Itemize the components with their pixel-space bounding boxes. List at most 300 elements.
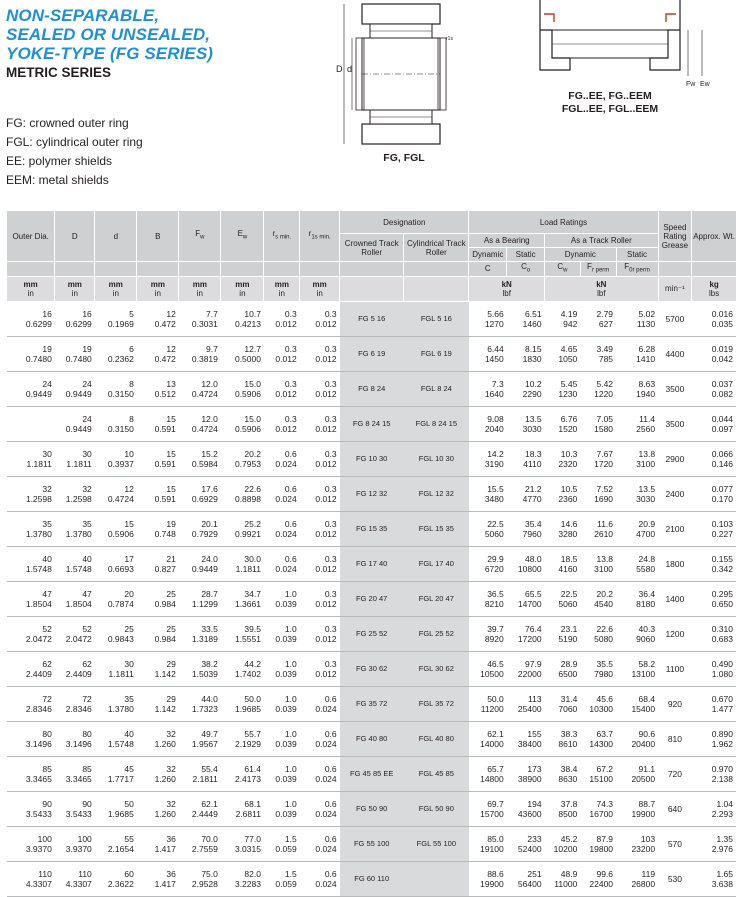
cell-weight (692, 511, 736, 546)
cell-For (616, 406, 658, 441)
cell-D-primary: 85 (82, 763, 92, 774)
cell-r1s (300, 336, 340, 371)
cell-designation-cyl: FGL 12 32 (404, 476, 469, 511)
cell-r1s (300, 546, 340, 581)
cell-Fr (580, 336, 616, 371)
cell-B-secondary: 0.591 (154, 423, 176, 434)
cell-For-secondary: 23200 (631, 843, 656, 854)
cell-weight-secondary: 0.227 (711, 528, 733, 539)
cell-Fw-secondary: 0.6929 (191, 493, 218, 504)
cell-od-primary: 35 (42, 518, 52, 529)
cell-designation-cyl: FGL 45 85 (404, 756, 469, 791)
col-blank-10 (404, 262, 469, 277)
cell-r1s (300, 511, 340, 546)
cell-B-secondary: 0.591 (154, 493, 176, 504)
cell-Fr (580, 756, 616, 791)
cell-speed: 570 (658, 826, 692, 861)
cell-weight-primary: 0.037 (711, 378, 733, 389)
cell-rs (264, 826, 300, 861)
cell-D-secondary: 1.5748 (65, 563, 92, 574)
col-Fw-sub: w (200, 234, 205, 241)
cell-r1s-secondary: 0.012 (315, 528, 337, 539)
unit-lbs: lbs (708, 288, 720, 298)
cell-weight (692, 721, 736, 756)
cell-designation-cyl: FGL 10 30 (404, 441, 469, 476)
table-body (7, 301, 737, 896)
col-For-perm (616, 262, 658, 277)
cell-d (95, 616, 137, 651)
cell-weight-primary: 0.970 (711, 763, 733, 774)
cell-Fr-secondary: 1580 (594, 423, 614, 434)
cell-B (137, 756, 179, 791)
cell-Cw-primary: 10.5 (560, 483, 578, 494)
cell-Co (507, 651, 545, 686)
cell-For (616, 336, 658, 371)
cell-rs-secondary: 0.024 (275, 458, 297, 469)
cell-D-secondary: 0.7480 (65, 353, 92, 364)
cell-D (55, 301, 95, 336)
unit-kg: kg (709, 279, 719, 289)
cell-Cw-primary: 48.9 (560, 868, 578, 879)
cell-d-primary: 5 (129, 308, 134, 319)
cell-D-secondary: 0.9449 (65, 423, 92, 434)
cell-Ew (221, 301, 264, 336)
cell-d-secondary: 1.1811 (108, 668, 134, 679)
cell-weight (692, 371, 736, 406)
cell-C (469, 476, 507, 511)
cell-B-primary: 21 (166, 553, 176, 564)
cell-rs-primary: 1.0 (284, 798, 297, 809)
col-C: C (469, 262, 507, 277)
cell-Fr (580, 511, 616, 546)
cell-weight-primary: 0.490 (711, 658, 733, 669)
unit-Fw (179, 276, 221, 301)
cell-D-primary: 19 (82, 343, 92, 354)
cell-For-secondary: 1940 (636, 388, 656, 399)
cell-C (469, 826, 507, 861)
cell-B-secondary: 0.472 (154, 318, 176, 329)
cell-r1s (300, 756, 340, 791)
cell-D (55, 616, 95, 651)
cell-Cw-secondary: 8500 (558, 808, 578, 819)
cell-Fr (580, 441, 616, 476)
cell-For-primary: 103 (640, 833, 656, 844)
cell-B-primary: 36 (166, 833, 176, 844)
cell-speed: 2100 (658, 511, 692, 546)
cell-B-primary: 13 (166, 378, 176, 389)
col-Co (507, 262, 545, 277)
cell-D-primary: 80 (82, 728, 92, 739)
cell-Fr-secondary: 16700 (589, 808, 614, 819)
cell-Fr-secondary: 14300 (589, 738, 614, 749)
cell-d-secondary: 2.1654 (107, 843, 134, 854)
cell-Cw (545, 756, 581, 791)
cell-Fw-secondary: 0.4724 (191, 423, 218, 434)
cell-C-primary: 85.0 (487, 833, 504, 844)
cell-designation-crowned: FG 15 35 (340, 511, 404, 546)
table-row (7, 791, 737, 826)
cell-B (137, 371, 179, 406)
unit-d (95, 276, 137, 301)
cell-B-secondary: 0.512 (154, 388, 176, 399)
cell-C-primary: 5.66 (487, 308, 504, 319)
cell-C-primary: 9.08 (487, 413, 504, 424)
cell-Cw-secondary: 1520 (558, 423, 578, 434)
cell-od-secondary: 1.5748 (25, 563, 52, 574)
cell-r1s (300, 861, 340, 896)
cell-weight (692, 581, 736, 616)
cell-Fr-primary: 7.52 (596, 483, 614, 494)
unit-rs (264, 276, 300, 301)
cell-Co-primary: 97.9 (525, 658, 542, 669)
cell-Ew-secondary: 0.5906 (234, 423, 261, 434)
col-d: d (95, 211, 137, 262)
cell-od-secondary: 0.9449 (25, 388, 52, 399)
cell-Co (507, 441, 545, 476)
cell-rs-secondary: 0.039 (275, 808, 297, 819)
cell-d-primary: 8 (129, 413, 134, 424)
cell-Fw (179, 336, 221, 371)
cell-Co (507, 826, 545, 861)
cell-Co (507, 371, 545, 406)
cell-d-secondary: 0.3150 (107, 423, 134, 434)
cell-od (7, 336, 55, 371)
cell-Fr (580, 301, 616, 336)
cell-od-primary: 47 (42, 588, 52, 599)
cell-C-secondary: 14800 (480, 773, 504, 784)
cell-Fr (580, 406, 616, 441)
cell-Fr-secondary: 19800 (589, 843, 614, 854)
cell-d (95, 756, 137, 791)
cell-Co (507, 756, 545, 791)
cell-designation-crowned: FG 10 30 (340, 441, 404, 476)
unit-mm: mm (274, 279, 289, 289)
col-Cw (545, 262, 581, 277)
cell-D (55, 406, 95, 441)
cell-For-primary: 13.5 (638, 483, 656, 494)
cell-r1s-primary: 0.6 (324, 868, 337, 879)
cell-designation-cyl: FGL 40 80 (404, 721, 469, 756)
cell-B-secondary: 0.827 (154, 563, 176, 574)
title-line-2: SEALED OR UNSEALED, (6, 25, 211, 44)
col-static-bearing: Static (507, 248, 545, 262)
cell-D-secondary: 3.3465 (65, 773, 92, 784)
table-row (7, 651, 737, 686)
cell-r1s-primary: 0.6 (324, 763, 337, 774)
cell-Ew-secondary: 0.8898 (234, 493, 261, 504)
cell-d-primary: 60 (124, 868, 134, 879)
unit-blank-1 (340, 276, 404, 301)
cell-Fr-primary: 20.2 (596, 588, 614, 599)
cell-Fw (179, 511, 221, 546)
cell-r1s (300, 371, 340, 406)
cell-Co (507, 301, 545, 336)
cell-For-secondary: 4700 (636, 528, 656, 539)
cell-Cw-primary: 28.9 (560, 658, 578, 669)
cell-Co-secondary: 56400 (517, 878, 542, 889)
cell-Ew-secondary: 1.5551 (234, 633, 261, 644)
cell-For-primary: 58.2 (638, 658, 656, 669)
unit-Ew (221, 276, 264, 301)
cell-B (137, 686, 179, 721)
cell-Ew (221, 756, 264, 791)
cell-Ew-primary: 82.0 (244, 868, 261, 879)
cell-C-primary: 36.5 (487, 588, 504, 599)
cell-rs-primary: 1.0 (284, 763, 297, 774)
cell-od-secondary: 2.4409 (25, 668, 52, 679)
cell-d (95, 721, 137, 756)
cell-B-secondary: 0.984 (154, 598, 176, 609)
cell-speed: 3500 (658, 371, 692, 406)
col-crowned: Crowned Track Roller (340, 234, 404, 262)
cell-r1s (300, 476, 340, 511)
cell-Co-primary: 194 (527, 798, 542, 809)
cell-od (7, 826, 55, 861)
col-dynamic-track: Dynamic (545, 248, 616, 262)
cell-designation-cyl: FGL 6 19 (404, 336, 469, 371)
table-row (7, 861, 737, 896)
cell-C (469, 511, 507, 546)
cell-D (55, 686, 95, 721)
cell-d-primary: 12 (124, 483, 134, 494)
cell-Fr (580, 476, 616, 511)
cell-rs-primary: 0.3 (284, 378, 297, 389)
cell-rs-primary: 0.3 (284, 343, 297, 354)
cell-For (616, 826, 658, 861)
cell-Cw-secondary: 1230 (558, 388, 578, 399)
cell-speed: 5700 (658, 301, 692, 336)
cell-B-secondary: 0.472 (154, 353, 176, 364)
cell-rs-secondary: 0.059 (275, 878, 297, 889)
unit-in: in (278, 288, 285, 298)
cell-rs (264, 756, 300, 791)
cell-speed: 4400 (658, 336, 692, 371)
cell-od-primary: 30 (42, 448, 52, 459)
cell-Ew (221, 406, 264, 441)
cell-Fr-secondary: 1720 (594, 458, 614, 469)
cell-Fw (179, 406, 221, 441)
cell-d (95, 651, 137, 686)
cell-speed: 810 (658, 721, 692, 756)
cell-d-secondary: 0.5906 (107, 528, 134, 539)
cell-d-secondary: 0.9843 (107, 633, 134, 644)
table-row (7, 301, 737, 336)
cell-Cw (545, 686, 581, 721)
cell-Fr-secondary: 10300 (589, 703, 614, 714)
cell-Co-secondary: 22000 (517, 668, 542, 679)
cell-rs-secondary: 0.012 (275, 318, 297, 329)
cell-Cw (545, 511, 581, 546)
cell-Fr-primary: 35.5 (596, 658, 614, 669)
cell-d-primary: 6 (129, 343, 134, 354)
cell-rs-primary: 1.0 (284, 658, 297, 669)
unit-od (7, 276, 55, 301)
cell-Fw-primary: 12.0 (201, 378, 218, 389)
cell-Cw (545, 721, 581, 756)
cell-Ew-primary: 25.2 (244, 518, 261, 529)
cell-Ew (221, 826, 264, 861)
cell-Cw-primary: 4.65 (560, 343, 578, 354)
cell-Fr-primary: 99.6 (596, 868, 614, 879)
cell-D-primary: 90 (82, 798, 92, 809)
cell-D-secondary: 2.8346 (65, 703, 92, 714)
cell-d (95, 861, 137, 896)
cell-Cw (545, 546, 581, 581)
cell-Fr-secondary: 2610 (594, 528, 614, 539)
col-blank-4 (137, 262, 179, 277)
cell-Co-primary: 21.2 (525, 483, 542, 494)
cell-designation-cyl (404, 861, 469, 896)
cell-rs-primary: 0.6 (284, 483, 297, 494)
unit-weight (692, 276, 736, 301)
cell-weight-primary: 0.155 (711, 553, 733, 564)
cell-rs-secondary: 0.024 (275, 493, 297, 504)
cell-Fw-secondary: 1.5039 (191, 668, 218, 679)
cell-Ew (221, 686, 264, 721)
col-Fw (179, 211, 221, 262)
cell-r1s-primary: 0.3 (324, 518, 337, 529)
cell-designation-crowned: FG 45 85 EE (340, 756, 404, 791)
cell-For-secondary: 1130 (636, 318, 656, 329)
cell-od-primary: 85 (42, 763, 52, 774)
cell-r1s (300, 651, 340, 686)
cell-Cw (545, 476, 581, 511)
cell-designation-crowned: FG 20 47 (340, 581, 404, 616)
col-Co-sub: o (526, 267, 531, 274)
cell-Ew-primary: 39.5 (244, 623, 261, 634)
cell-C (469, 861, 507, 896)
cell-Fw-secondary: 2.4449 (191, 808, 218, 819)
cell-For-secondary: 13100 (631, 668, 656, 679)
cell-od-secondary: 1.2598 (25, 493, 52, 504)
cell-weight-secondary: 1.477 (711, 703, 733, 714)
cell-od-primary: 90 (42, 798, 52, 809)
cell-Ew-secondary: 1.1811 (235, 563, 261, 574)
cell-Fw-primary: 75.0 (201, 868, 218, 879)
unit-kN: kN (501, 279, 512, 289)
cell-d (95, 826, 137, 861)
cell-Ew-primary: 15.0 (244, 378, 261, 389)
cell-rs-primary: 1.0 (284, 623, 297, 634)
cell-designation-cyl: FGL 50 90 (404, 791, 469, 826)
cell-Fr-primary: 3.49 (596, 343, 614, 354)
unit-in: in (239, 288, 246, 298)
cell-For-secondary: 5580 (636, 563, 656, 574)
cell-For-secondary: 1410 (636, 353, 656, 364)
col-r1s-sub: 1s min. (311, 234, 331, 241)
cell-designation-crowned: FG 40 80 (340, 721, 404, 756)
cell-D-primary: 35 (82, 518, 92, 529)
unit-speed: min⁻¹ (658, 276, 692, 301)
cell-od (7, 686, 55, 721)
cell-Ew-secondary: 2.1929 (234, 738, 261, 749)
cell-d (95, 301, 137, 336)
cell-od (7, 406, 55, 441)
unit-mm: mm (108, 279, 123, 289)
cell-designation-crowned: FG 12 32 (340, 476, 404, 511)
cell-Ew-secondary: 1.3661 (234, 598, 261, 609)
cell-weight (692, 406, 736, 441)
fg-fgl-caption: FG, FGL (383, 152, 425, 164)
col-as-track: As a Track Roller (545, 234, 659, 248)
col-r1s (300, 211, 340, 262)
cell-r1s-secondary: 0.012 (315, 458, 337, 469)
cell-od-primary: 16 (42, 308, 52, 319)
cell-r1s-secondary: 0.024 (315, 843, 337, 854)
legend-fg: FG: crowned outer ring (6, 116, 129, 130)
cell-rs-secondary: 0.039 (275, 668, 297, 679)
cell-r1s-primary: 0.3 (324, 588, 337, 599)
cell-Fr-primary: 63.7 (596, 728, 614, 739)
cell-Fr-secondary: 785 (598, 353, 614, 364)
cell-weight-primary: 1.04 (716, 798, 733, 809)
cell-weight-secondary: 0.082 (711, 388, 733, 399)
cell-For-primary: 8.63 (638, 378, 656, 389)
cell-C-secondary: 2040 (484, 423, 504, 434)
cell-C-secondary: 5060 (484, 528, 504, 539)
cell-Fr-secondary: 22400 (589, 878, 614, 889)
cell-designation-crowned: FG 25 52 (340, 616, 404, 651)
cell-d-primary: 40 (124, 728, 134, 739)
cell-D-primary: 24 (82, 378, 92, 389)
cell-Ew-primary: 15.0 (244, 413, 261, 424)
cell-B-primary: 15 (166, 483, 176, 494)
cell-D-secondary: 1.1811 (66, 458, 92, 469)
col-Fr-perm (580, 262, 616, 277)
cell-Ew-secondary: 2.4173 (234, 773, 261, 784)
cell-D-secondary: 1.3780 (65, 528, 92, 539)
cell-C (469, 546, 507, 581)
cell-Fr-primary: 11.6 (597, 518, 614, 529)
cell-Fw-primary: 12.0 (201, 413, 218, 424)
cell-rs-secondary: 0.024 (275, 528, 297, 539)
table-row (7, 546, 737, 581)
cell-For (616, 791, 658, 826)
dim-r1s-label: r1s (446, 36, 453, 42)
cell-Fw-primary: 62.1 (201, 798, 218, 809)
cell-designation-cyl: FGL 15 35 (404, 511, 469, 546)
cell-Cw (545, 651, 581, 686)
cell-B (137, 616, 179, 651)
table-row (7, 686, 737, 721)
cell-weight-primary: 1.35 (716, 833, 733, 844)
cell-d-secondary: 1.3780 (107, 703, 134, 714)
cell-Cw-secondary: 6500 (558, 668, 578, 679)
title-line-1: NON-SEPARABLE, (6, 6, 160, 25)
cell-Co-secondary: 38400 (517, 738, 542, 749)
cell-Co-primary: 65.5 (525, 588, 542, 599)
cell-r1s (300, 721, 340, 756)
cell-C (469, 371, 507, 406)
cell-D (55, 791, 95, 826)
cell-Co-primary: 173 (527, 763, 542, 774)
col-Cw-main: C (557, 262, 564, 271)
cell-designation-cyl: FGL 35 72 (404, 686, 469, 721)
cell-rs-primary: 1.0 (284, 728, 297, 739)
cell-For (616, 861, 658, 896)
cell-For (616, 511, 658, 546)
cell-od-secondary: 2.0472 (25, 633, 52, 644)
cell-weight-secondary: 2.976 (711, 843, 733, 854)
cell-d-secondary: 0.4724 (107, 493, 134, 504)
unit-lbf: lbf (502, 288, 511, 298)
cell-Ew (221, 581, 264, 616)
cell-designation-cyl: FGL 20 47 (404, 581, 469, 616)
cell-r1s-primary: 0.3 (324, 553, 337, 564)
cell-r1s (300, 686, 340, 721)
cell-C (469, 686, 507, 721)
cell-D (55, 441, 95, 476)
